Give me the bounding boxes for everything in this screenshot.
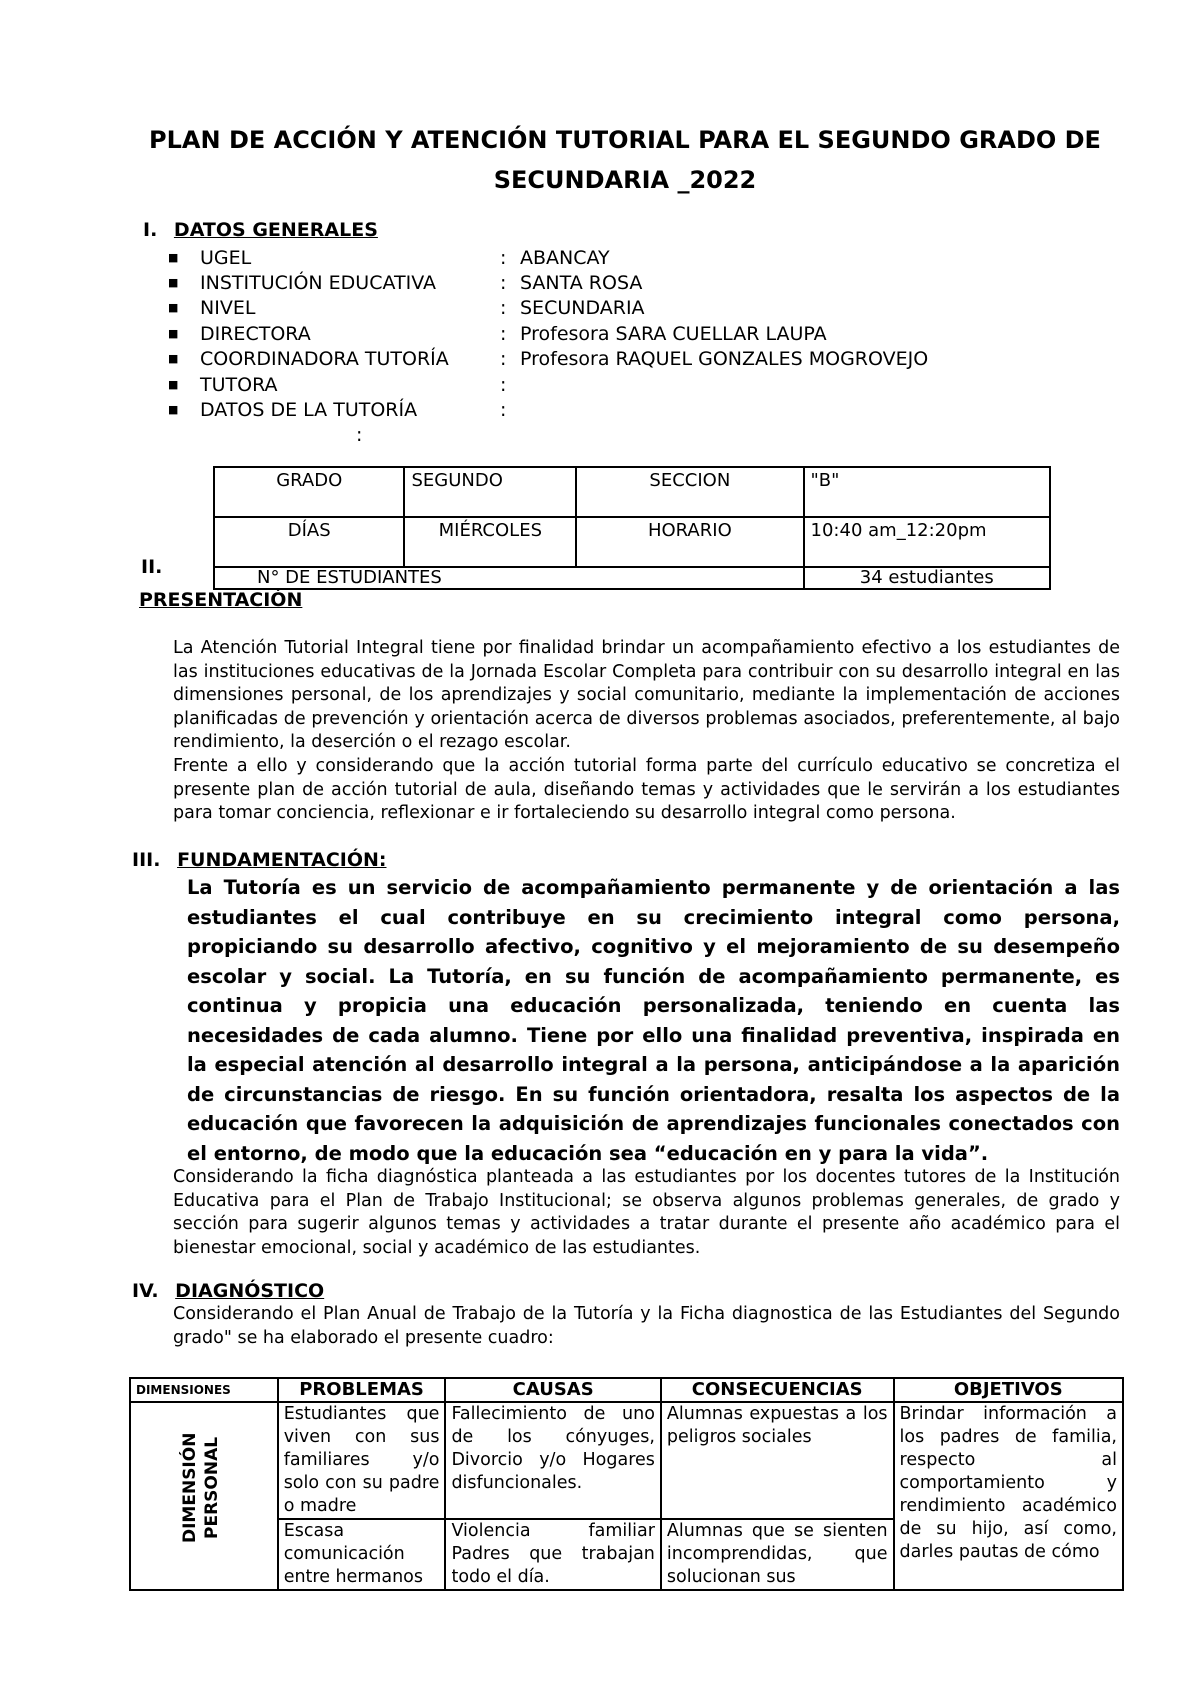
title-line-2: SECUNDARIA _2022 [493, 166, 757, 194]
section-2-title: PRESENTACIÓN [139, 589, 303, 611]
header-consecuencias: CONSECUENCIAS [661, 1378, 894, 1402]
datos-row-directora [168, 322, 827, 346]
datos-row-ugel [168, 246, 610, 270]
datos-row-datos-tutoria [168, 398, 520, 422]
datos-label: DATOS DE LA TUTORÍA [200, 399, 418, 421]
objetivo-cell: Brindar información a los padres de familia, respecto al comportamiento y rendimiento académico de su hijo, así como, darles pautas de cómo [894, 1402, 1123, 1590]
section-3-number: III. [132, 849, 161, 871]
datos-value: SANTA ROSA [520, 272, 643, 294]
title-line-1: PLAN DE ACCIÓN Y ATENCIÓN TUTORIAL PARA EL SEGUNDO GRADO DE [149, 126, 1101, 154]
causa-cell: Fallecimiento de uno de los cónyuges, Divorcio y/o Hogares disfuncionales. [445, 1402, 660, 1519]
datos-label: COORDINADORA TUTORÍA [200, 348, 449, 370]
datos-value: ABANCAY [520, 247, 610, 269]
presentacion-paragraph-1: La Atención Tutorial Integral tiene por finalidad brindar un acompañamiento efectivo a los estudiantes de las instituciones educativas de la Jornada Escolar Completa para contribuir con su desarrollo integral en las dimensiones personal, de los aprendizajes y social comunitario, mediante la implementación de acciones planificadas de prevención y orientación acerca de diversos problemas asociados, preferentemente, al bajo rendimiento, la deserción o el rezago escolar. [173, 638, 1120, 752]
problema-cell: Estudiantes que viven con sus familiares y/o solo con su padre o madre [278, 1402, 446, 1519]
info-cell: "B" [804, 467, 1050, 517]
header-causas: CAUSAS [445, 1378, 660, 1402]
bullet-icon: ■ [168, 276, 179, 289]
diagnostico-paragraph: Considerando el Plan Anual de Trabajo de la Tutoría y la Ficha diagnostica de las Estudiantes del Segundo grado" se ha elaborado el presente cuadro: [173, 1304, 1120, 1348]
info-cell: DÍAS [214, 517, 404, 567]
diagnostico-table [129, 1377, 1124, 1591]
datos-colon: : [500, 348, 507, 370]
bullet-icon: ■ [168, 403, 179, 416]
datos-row-institucion [168, 271, 642, 295]
dimension-label: DIMENSIÓN PERSONAL [179, 1432, 222, 1543]
section-4-heading [132, 1280, 324, 1302]
estudiantes-label: N° DE ESTUDIANTES [257, 567, 442, 588]
header-problemas: PROBLEMAS [278, 1378, 446, 1402]
datos-label: DIRECTORA [200, 323, 311, 345]
datos-colon: : [500, 297, 507, 319]
info-cell: SECCION [576, 467, 803, 517]
datos-label: TUTORA [200, 374, 278, 396]
section-3-title: FUNDAMENTACIÓN: [177, 849, 387, 871]
fundamentacion-paragraph: Considerando la ficha diagnóstica planteada a las estudiantes por los docentes tutores de la Institución Educativa para el Plan de Trabajo Institucional; se observa algunos problemas generales, de grado y sección para sugerir algunos temas y actividades a tratar durante el presente año académico para el bienestar emocional, social y académico de las estudiantes. [173, 1167, 1120, 1258]
header-objetivos: OBJETIVOS [894, 1378, 1123, 1402]
datos-row-tutora [168, 373, 520, 397]
section-4-title: DIAGNÓSTICO [175, 1280, 325, 1302]
datos-colon: : [500, 374, 507, 396]
estudiantes-count: 34 estudiantes [804, 567, 1050, 589]
datos-label: INSTITUCIÓN EDUCATIVA [200, 272, 436, 294]
bullet-icon: ■ [168, 327, 179, 340]
grado-info-table [213, 466, 1051, 590]
datos-colon: : [500, 272, 507, 294]
section-1-heading [143, 219, 378, 241]
section-3-heading [132, 849, 387, 871]
section-1-title: DATOS GENERALES [173, 219, 378, 241]
info-cell: HORARIO [576, 517, 803, 567]
bullet-icon: ■ [168, 378, 179, 391]
stray-colon: : [356, 424, 363, 446]
datos-colon: : [500, 399, 507, 421]
datos-label: UGEL [200, 247, 252, 269]
info-cell: 10:40 am_12:20pm [804, 517, 1050, 567]
info-cell: SEGUNDO [404, 467, 576, 517]
info-cell: MIÉRCOLES [404, 517, 576, 567]
bullet-icon: ■ [168, 301, 179, 314]
datos-label: NIVEL [200, 297, 256, 319]
datos-row-nivel [168, 296, 645, 320]
section-1-number: I. [143, 219, 158, 241]
datos-colon: : [500, 323, 507, 345]
section-2-heading [139, 589, 302, 611]
causa-cell: Violencia familiar Padres que trabajan todo el día. [445, 1519, 660, 1590]
info-cell: GRADO [214, 467, 404, 517]
header-dimensiones: DIMENSIONES [130, 1378, 278, 1402]
datos-row-coordinadora [168, 347, 928, 371]
bullet-icon: ■ [168, 352, 179, 365]
problema-cell: Escasa comunicación entre hermanos [278, 1519, 446, 1590]
consecuencia-cell: Alumnas que se sienten incomprendidas, que solucionan sus [661, 1519, 894, 1590]
presentacion-paragraph-2: Frente a ello y considerando que la acción tutorial forma parte del currículo educativo se concretiza el presente plan de acción tutorial de aula, diseñando temas y actividades que le servirán a los estudiantes para tomar conciencia, reflexionar e ir fortaleciendo su desarrollo integral como persona. [173, 756, 1120, 823]
consecuencia-cell: Alumnas expuestas a los peligros sociales [661, 1402, 894, 1519]
dimension-cell [130, 1402, 278, 1590]
datos-value: SECUNDARIA [520, 297, 645, 319]
section-2-number: II. [141, 556, 163, 578]
section-4-number: IV. [132, 1280, 159, 1302]
info-cell [214, 567, 804, 589]
bullet-icon: ■ [168, 251, 179, 264]
datos-value: Profesora SARA CUELLAR LAUPA [520, 323, 827, 345]
datos-colon: : [500, 247, 507, 269]
datos-value: Profesora RAQUEL GONZALES MOGROVEJO [520, 348, 929, 370]
document-title [130, 120, 1120, 200]
fundamentacion-bold-paragraph: La Tutoría es un servicio de acompañamiento permanente y de orientación a las estudiantes el cual contribuye en su crecimiento integral como persona, propiciando su desarrollo afectivo, cognitivo y el mejoramiento de su desempeño escolar y social. La Tutoría, en su función de acompañamiento permanente, es continua y propicia una educación personalizada, teniendo en cuenta las necesidades de cada alumno. Tiene por ello una finalidad preventiva, inspirada en la especial atención al desarrollo integral a la persona, anticipándose a la aparición de circunstancias de riesgo. En su función orientadora, resalta los aspectos de la educación que favorecen la adquisición de aprendizajes funcionales conectados con el entorno, de modo que la educación sea “educación en y para la vida”. [187, 876, 1120, 1165]
